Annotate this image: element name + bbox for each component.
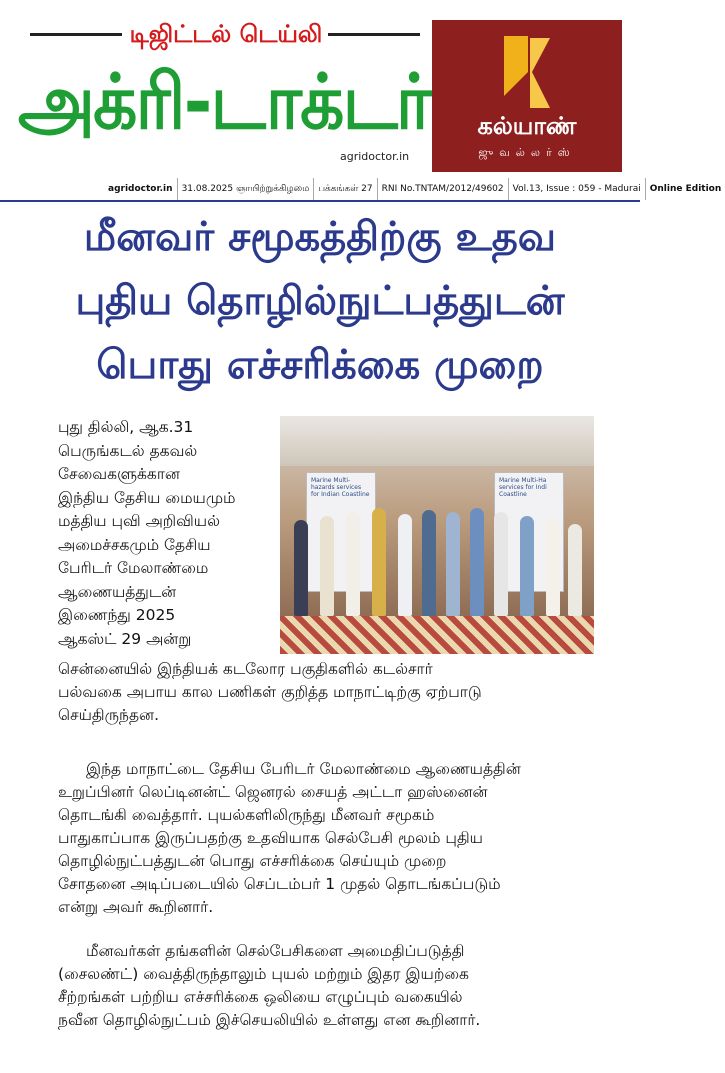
photo-floor [280, 616, 594, 654]
article-line: பேரிடர் மேலாண்மை [58, 559, 209, 577]
headline-line: புதிய தொழில்நுட்பத்துடன் [75, 278, 565, 324]
ad-subtitle: ஜுவல்லர்ஸ் [478, 146, 576, 159]
photo-person [568, 524, 582, 616]
photo-person [446, 512, 460, 616]
tagline: டிஜிட்டல் டெய்லி [129, 20, 323, 48]
article-line: சேவைகளுக்கான [58, 465, 180, 483]
article-line: மத்திய புவி அறிவியல் [58, 512, 220, 530]
article-line: சோதனை அடிப்படையில் செப்டம்பர் 1 முதல் தொடங்கப்படும் [58, 875, 501, 893]
photo-person [320, 516, 334, 616]
kalyan-advertisement[interactable] [432, 20, 622, 172]
article-line: என்று அவர் கூறினார். [58, 898, 214, 916]
article-line: உறுப்பினர் லெப்டினன்ட் ஜெனரல் சையத் அட்டா ஹஸ்னைன் [58, 783, 488, 801]
conference-photo [280, 416, 594, 654]
photo-banner: Marine Multi-Ha services for Indi Coastline [494, 472, 564, 592]
issue-info-bar [0, 178, 722, 202]
article-line: (சைலண்ட்) வைத்திருந்தாலும் புயல் மற்றும் இதர இயற்கை [58, 965, 469, 983]
article-line: தொழில்நுட்பத்துடன் பொது எச்சரிக்கை செய்யும் முறை [58, 852, 447, 870]
photo-person [294, 520, 308, 616]
photo-ceiling [280, 416, 594, 466]
article-line: பாதுகாப்பாக இருப்பதற்கு உதவியாக செல்பேசி மூலம் புதிய [58, 829, 483, 847]
info-date: 31.08.2025 ஞாயிற்றுக்கிழமை [178, 178, 315, 200]
ad-brand-name: கல்யாண் [477, 112, 577, 140]
photo-person [422, 510, 436, 616]
kalyan-k-logo-icon [500, 32, 554, 112]
tagline-row [30, 18, 420, 50]
logo-domain: agridoctor.in [340, 150, 410, 163]
article-line: ஆணையத்துடன் [58, 582, 177, 601]
article-line: அமைச்சகமும் தேசிய [58, 535, 211, 554]
article-paragraph-2 [58, 758, 626, 919]
article-line: இணைந்து 2025 [58, 606, 176, 624]
article-paragraph-1 [58, 658, 626, 727]
photo-person [372, 508, 386, 616]
newspaper-logo[interactable]: அக்ரி-டாக்டர் [18, 57, 431, 146]
headline-line: பொது எச்சரிக்கை முறை [96, 342, 544, 388]
headline-line: மீனவர் சமூகத்திற்கு உதவ [83, 214, 557, 260]
article-line: ஆகஸ்ட் 29 அன்று [58, 629, 192, 648]
article-line: மீனவர்கள் தங்களின் செல்பேசிகளை அமைதிப்படுத்தி [86, 942, 465, 960]
article-headline [0, 205, 640, 397]
article-line: நவீன தொழில்நுட்பம் இச்செயலியில் உள்ளது என கூறினார். [58, 1011, 481, 1029]
article-line: பெருங்கடல் தகவல் [58, 441, 198, 460]
divider [30, 33, 122, 36]
info-pages: பக்கங்கள் 27 [314, 178, 377, 200]
article-line: புது தில்லி, ஆக.31 [58, 418, 194, 436]
info-volume: Vol.13, Issue : 059 - Madurai [509, 178, 646, 200]
divider [328, 33, 420, 36]
info-edition: Online Edition [649, 184, 722, 194]
article-line: சீற்றங்கள் பற்றிய எச்சரிக்கை ஒலியை எழுப்பும் வகையில் [58, 988, 463, 1006]
article-paragraph-3 [58, 940, 626, 1032]
article-line: செய்திருந்தன. [58, 706, 159, 724]
info-rni: RNI No.TNTAM/2012/49602 [378, 178, 509, 200]
photo-person [546, 520, 560, 616]
article-line: தொடங்கி வைத்தார். புயல்களிலிருந்து மீனவர் சமூகம் [58, 806, 435, 824]
masthead [0, 0, 722, 200]
article-line: பல்வகை அபாய கால பணிகள் குறித்த மாநாட்டிற்கு ஏற்பாடு [58, 683, 482, 701]
photo-person [520, 516, 534, 616]
info-site[interactable]: agridoctor.in [104, 178, 178, 200]
photo-banner: Marine Multi-hazards services for Indian Coastline [306, 472, 376, 592]
article-line: இந்த மாநாட்டை தேசிய பேரிடர் மேலாண்மை ஆணையத்தின் [86, 760, 521, 778]
article-line: இந்திய தேசிய மையமும் [58, 488, 236, 507]
article-intro-column [58, 416, 264, 651]
photo-person [398, 514, 412, 616]
article-line: சென்னையில் இந்தியக் கடலோர பகுதிகளில் கடல்சார் [58, 660, 433, 678]
photo-person [346, 512, 360, 616]
photo-person [470, 508, 484, 616]
photo-person [494, 512, 508, 616]
